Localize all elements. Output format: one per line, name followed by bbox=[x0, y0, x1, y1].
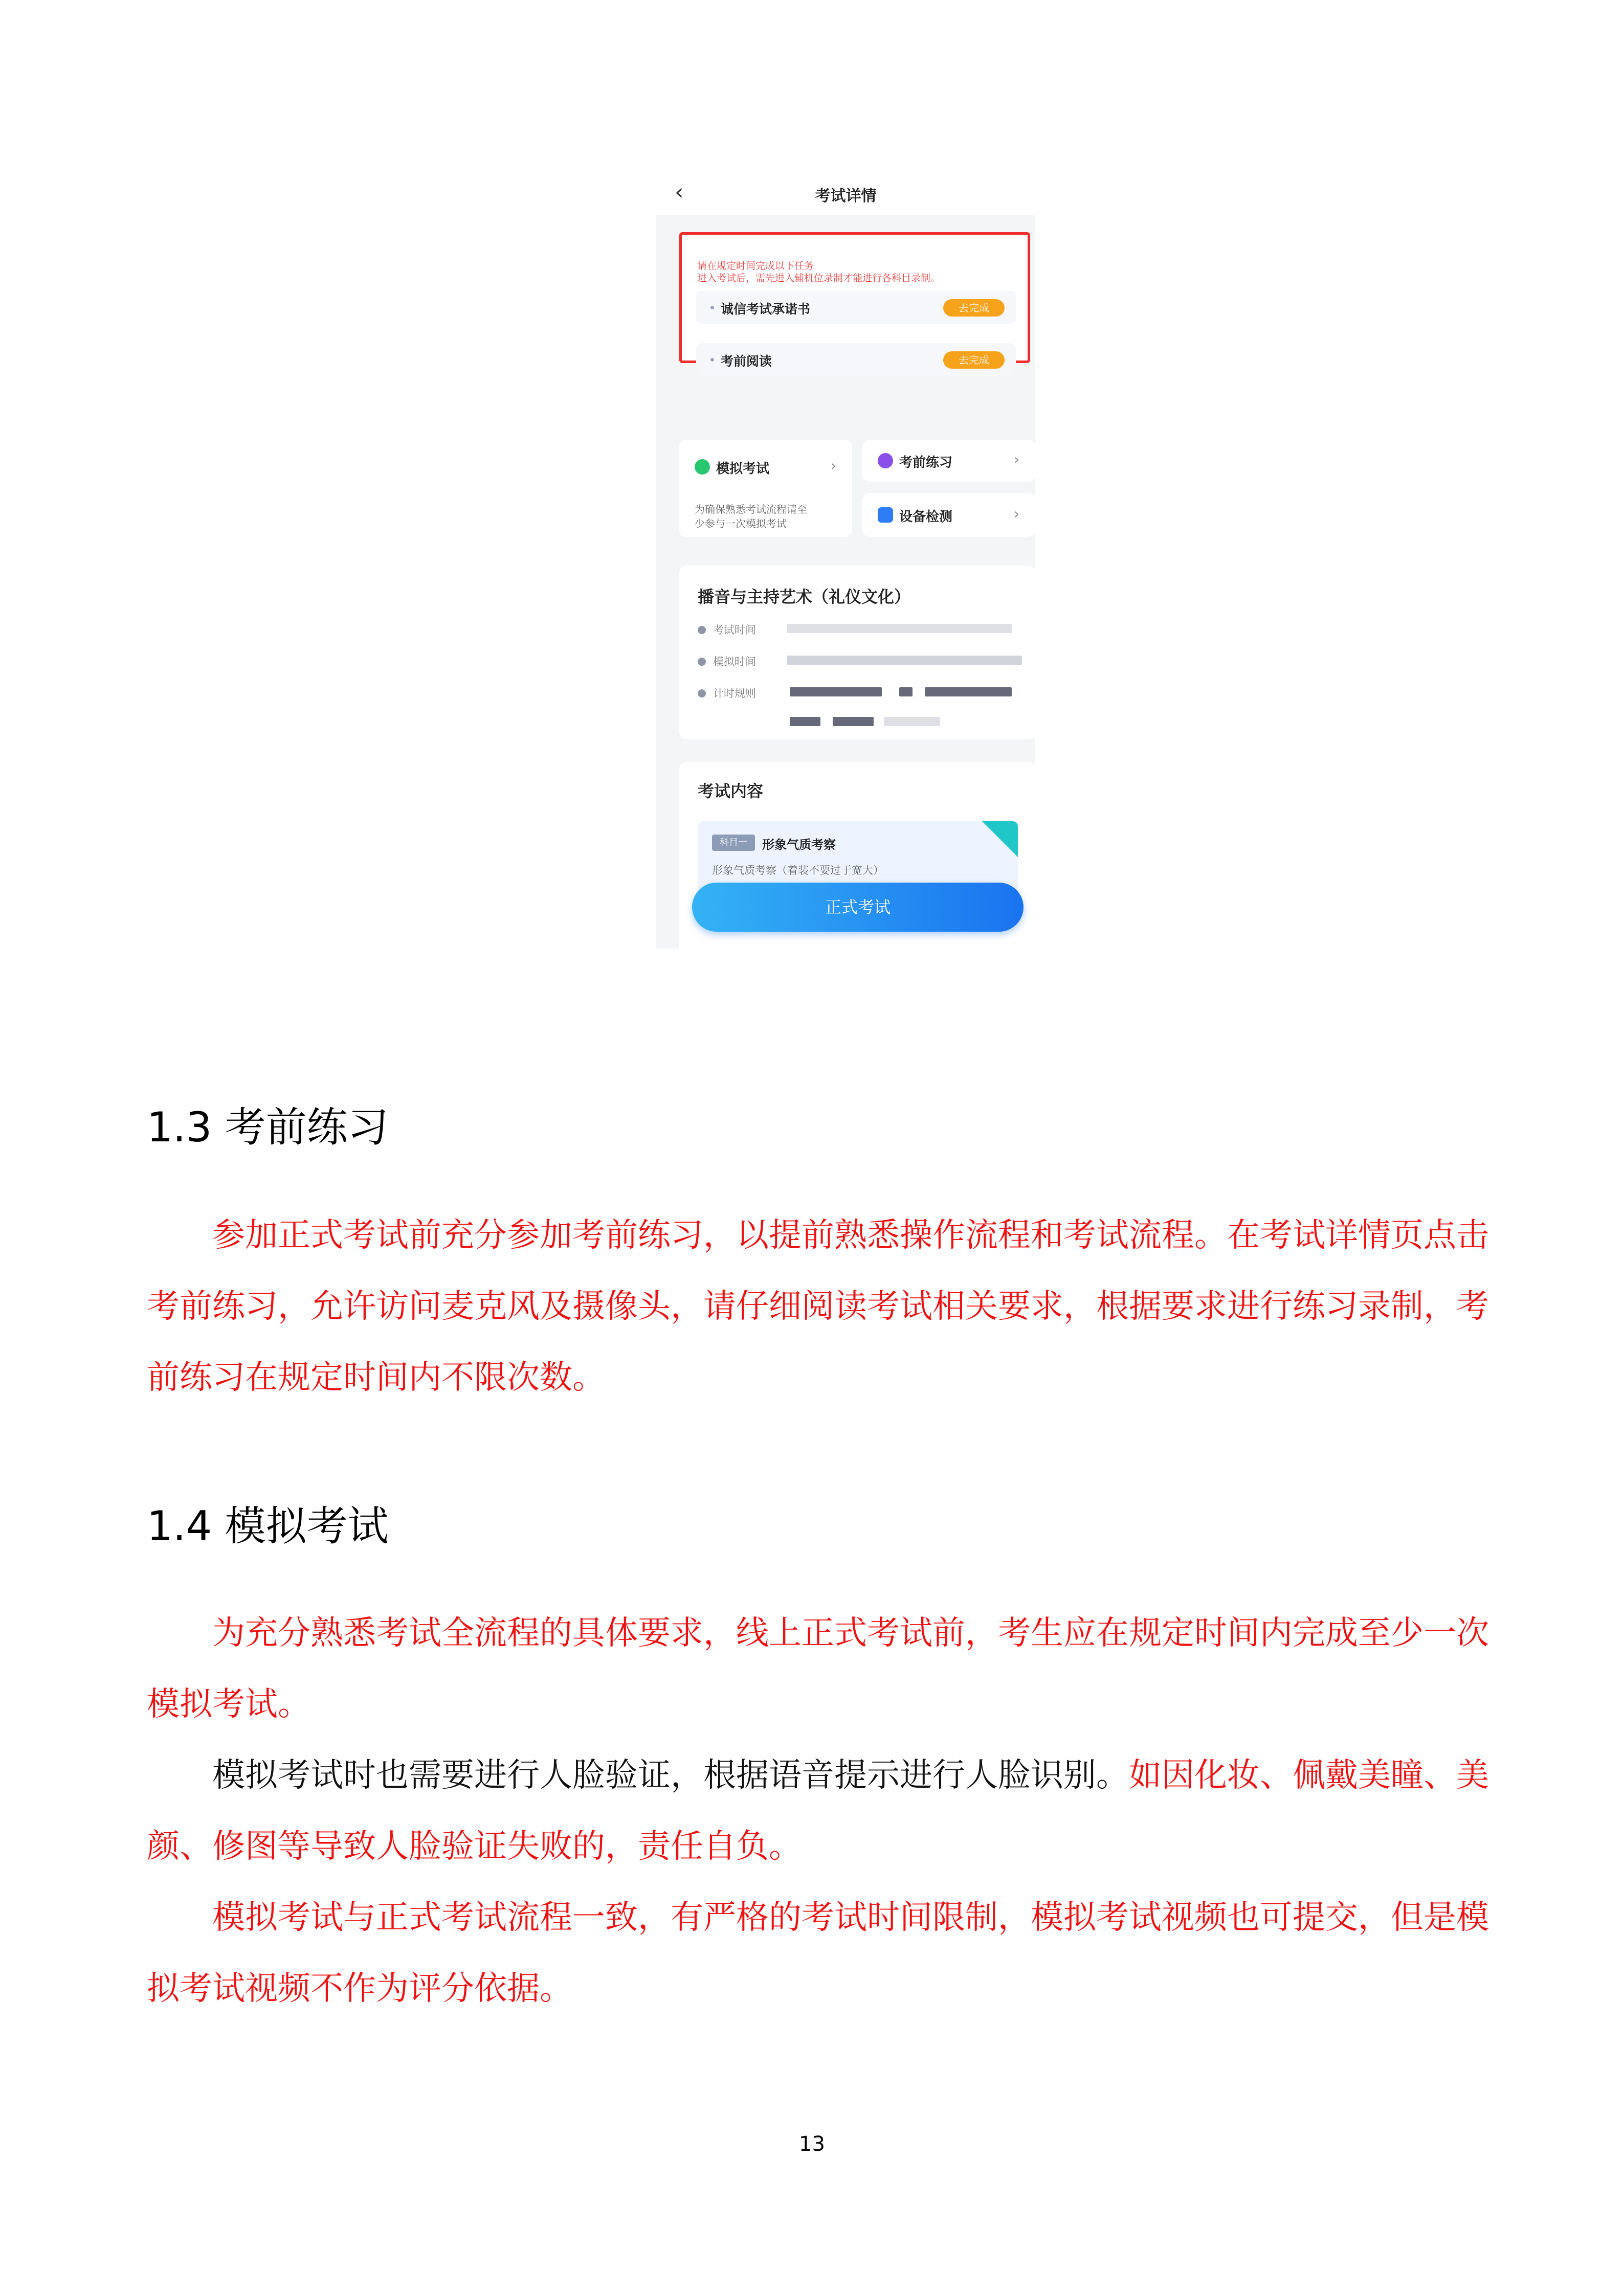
paragraph-line bbox=[147, 1740, 1489, 1811]
mock-exam-desc: 少参与一次模拟考试 bbox=[695, 517, 787, 530]
subject-desc: 形象气质考察（着装不要过于宽大） bbox=[712, 864, 884, 876]
paragraph-text: 参加正式考试前充分参加考前练习，以提前熟悉操作流程和考试流程。在考试详情页点击 bbox=[212, 1217, 1489, 1254]
subject-name: 形象气质考察 bbox=[762, 838, 836, 852]
subject-tag: 科目一 bbox=[712, 835, 755, 851]
paragraph-text-emphasis: 如因化妆、佩戴美瞳、美 bbox=[1129, 1757, 1489, 1794]
redacted-value bbox=[884, 717, 940, 726]
redacted-value bbox=[787, 656, 1022, 665]
clock-icon bbox=[698, 658, 706, 666]
timer-icon bbox=[698, 689, 706, 697]
mock-exam-desc: 为确保熟悉考试流程请至 bbox=[695, 503, 807, 515]
complete-button[interactable]: 去完成 bbox=[943, 299, 1005, 317]
redacted-value bbox=[899, 687, 913, 696]
task-notice-detail: 进入考试后，需先进入辅机位录制才能进行各科目录制。 bbox=[697, 273, 941, 284]
device-check-title: 设备检测 bbox=[899, 509, 953, 525]
mock-exam-title: 模拟考试 bbox=[716, 461, 770, 477]
page-title: 考试详情 bbox=[815, 187, 877, 205]
practice-title: 考前练习 bbox=[899, 455, 953, 470]
play-icon bbox=[878, 453, 893, 468]
start-exam-button[interactable]: 正式考试 bbox=[692, 883, 1024, 932]
paragraph-text: 为充分熟悉考试全流程的具体要求，线上正式考试前，考生应在规定时间内完成至少一次 bbox=[212, 1614, 1489, 1652]
chevron-right-icon: › bbox=[1014, 505, 1020, 522]
paragraph-line bbox=[147, 1882, 1489, 1953]
practice-card[interactable] bbox=[862, 440, 1035, 482]
paragraph-line: 前练习在规定时间内不限次数。 bbox=[147, 1359, 605, 1397]
task-panel bbox=[679, 232, 1030, 369]
task-label: 诚信考试承诺书 bbox=[721, 302, 811, 317]
paragraph-line: 模拟考试。 bbox=[147, 1685, 310, 1723]
device-icon bbox=[878, 507, 893, 523]
section-heading-1-4: 1.4 模拟考试 bbox=[147, 1502, 389, 1550]
exam-detail-screenshot bbox=[656, 169, 1035, 949]
task-item-reading[interactable] bbox=[696, 343, 1016, 376]
paragraph-line: 拟考试视频不作为评分依据。 bbox=[147, 1970, 572, 2008]
corner-badge-icon bbox=[982, 821, 1018, 857]
chevron-right-icon: › bbox=[831, 457, 837, 474]
exam-content-title: 考试内容 bbox=[698, 781, 764, 801]
redacted-value bbox=[833, 717, 874, 726]
page-number: 13 bbox=[799, 2132, 825, 2156]
redacted-value bbox=[787, 624, 1012, 633]
exam-time-label: 考试时间 bbox=[713, 624, 756, 636]
app-header bbox=[656, 169, 1035, 215]
exam-name: 播音与主持艺术（礼仪文化） bbox=[698, 587, 911, 606]
task-label: 考前阅读 bbox=[721, 354, 772, 369]
bullet-dot-icon bbox=[710, 358, 714, 362]
clock-icon bbox=[698, 626, 706, 634]
paragraph-line: 颜、修图等导致人脸验证失败的，责任自负。 bbox=[147, 1828, 802, 1865]
redacted-value bbox=[790, 717, 820, 726]
task-item-pledge[interactable] bbox=[696, 291, 1016, 324]
paragraph-text: 模拟考试时也需要进行人脸验证，根据语音提示进行人脸识别。 bbox=[212, 1757, 1129, 1794]
timing-rule-label: 计时规则 bbox=[713, 687, 756, 700]
chevron-right-icon: › bbox=[1014, 451, 1020, 468]
task-notice: 请在规定时间完成以下任务 bbox=[697, 260, 814, 272]
chevron-left-icon[interactable]: ‹ bbox=[675, 179, 684, 205]
redacted-value bbox=[925, 687, 1012, 696]
complete-button[interactable]: 去完成 bbox=[943, 351, 1005, 369]
mock-exam-icon bbox=[695, 459, 710, 475]
redacted-value bbox=[790, 687, 882, 696]
mock-time-label: 模拟时间 bbox=[713, 656, 756, 668]
exam-info-card bbox=[679, 566, 1035, 739]
paragraph-line bbox=[147, 1598, 1489, 1669]
paragraph-line bbox=[147, 1200, 1489, 1271]
subject-item[interactable] bbox=[698, 821, 1018, 893]
paragraph-text: 模拟考试与正式考试流程一致，有严格的考试时间限制，模拟考试视频也可提交，但是模 bbox=[212, 1899, 1489, 1937]
bullet-dot-icon bbox=[710, 306, 714, 309]
device-check-card[interactable] bbox=[862, 493, 1035, 537]
paragraph-line: 考前练习，允许访问麦克风及摄像头，请仔细阅读考试相关要求，根据要求进行练习录制，考 bbox=[147, 1288, 1489, 1325]
section-heading-1-3: 1.3 考前练习 bbox=[147, 1104, 389, 1151]
mock-exam-card[interactable] bbox=[679, 440, 852, 537]
